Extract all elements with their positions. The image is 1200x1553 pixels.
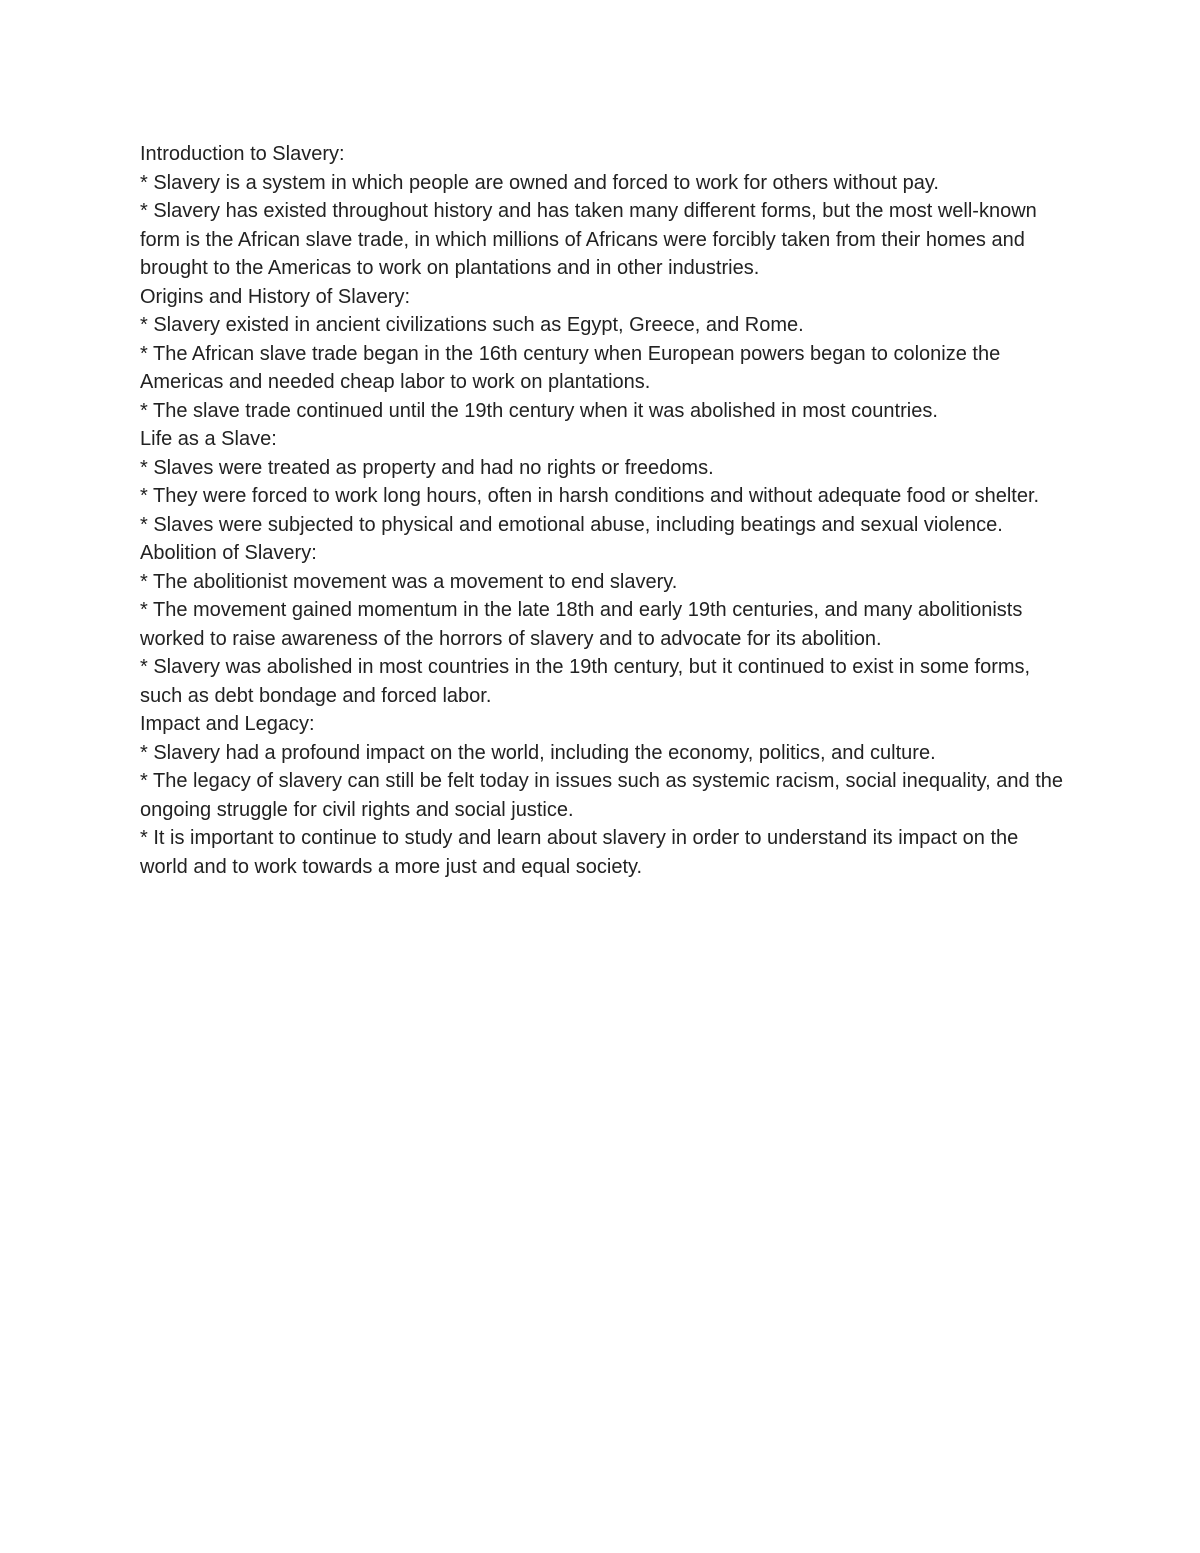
bullet-item: * They were forced to work long hours, often in harsh conditions and without adequate food or shelter.	[140, 485, 1040, 507]
bullet-item: * Slaves were treated as property and had no rights or freedoms.	[140, 456, 714, 479]
bullet-item: * Slavery is a system in which people are owned and forced to work for others without pay.	[140, 171, 939, 194]
bullet-item: * The legacy of slavery can still be felt today in issues such as systemic racism, social inequality, and the ongoing struggle for civil rights and social justice.	[140, 770, 1064, 821]
section-heading-abolition: Abolition of Slavery:	[140, 542, 317, 564]
bullet-item: * The movement gained momentum in the late 18th and early 19th centuries, and many abolitionists worked to raise awareness of the horrors of slavery and to advocate for its abolition.	[140, 599, 1023, 650]
section-heading-introduction: Introduction to Slavery:	[140, 143, 345, 165]
bullet-item: * The African slave trade began in the 16th century when European powers began to colonize the Americas and needed cheap labor to work on plantations.	[140, 342, 1001, 393]
bullet-item: * Slavery existed in ancient civilizations such as Egypt, Greece, and Rome.	[140, 314, 804, 336]
bullet-item: * Slavery was abolished in most countries in the 19th century, but it continued to exist in some forms, such as debt bondage and forced labor.	[140, 656, 1031, 707]
bullet-item: * The slave trade continued until the 19th century when it was abolished in most countries.	[140, 399, 938, 422]
section-heading-life: Life as a Slave:	[140, 428, 277, 450]
section-heading-origins: Origins and History of Slavery:	[140, 285, 411, 308]
section-heading-impact: Impact and Legacy:	[140, 713, 315, 735]
bullet-item: * Slavery had a profound impact on the world, including the economy, politics, and culture.	[140, 741, 936, 764]
bullet-item: * Slaves were subjected to physical and emotional abuse, including beatings and sexual violence.	[140, 513, 1003, 536]
bullet-item: * It is important to continue to study and learn about slavery in order to understand its impact on the world and to work towards a more just and equal society.	[140, 827, 1019, 878]
bullet-item: * The abolitionist movement was a movement to end slavery.	[140, 570, 678, 593]
bullet-item: * Slavery has existed throughout history and has taken many different forms, but the most well-known form is the African slave trade, in which millions of Africans were forcibly taken from their homes and brought to the Americas to work on plantations and in other industries.	[140, 200, 1037, 279]
document-body	[140, 140, 1070, 881]
